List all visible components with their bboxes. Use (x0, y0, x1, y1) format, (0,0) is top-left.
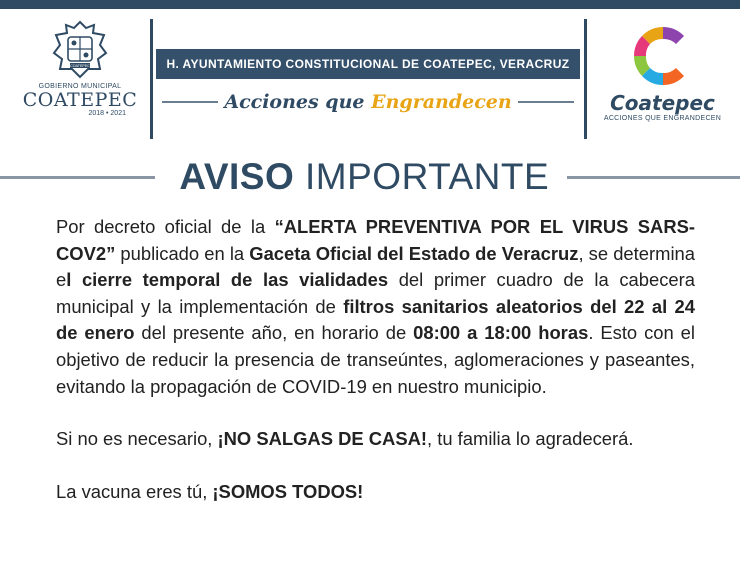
p3-text-1: La vacuna eres tú, (56, 480, 213, 502)
slogan-row (156, 86, 580, 118)
brand-name: Coatepec (610, 91, 715, 115)
p2-text-1: Si no es necesario, (56, 428, 218, 450)
slogan-part1: Acciones que (224, 91, 372, 113)
p1-bold-cierre: l cierre temporal de las vialidades (66, 269, 389, 291)
divider-left (150, 19, 153, 139)
p1-bold-alert: “ALERTA PREVENTIVA POR EL VIRUS SARS-COV2” (56, 216, 696, 264)
p1-text-2: publicado en la (115, 242, 250, 264)
p1-text-4: del primer cuadro de la cabecera municipal y la implementación de (56, 269, 695, 317)
municipal-name: COATEPEC (22, 89, 138, 111)
p1-bold-horario: 08:00 a 18:00 horas (413, 322, 589, 344)
page-title (179, 156, 549, 198)
title-regular: IMPORTANTE (294, 156, 550, 197)
p1-bold-filtros: filtros sanitarios aleatorios del 22 al 24 de enero (56, 295, 695, 344)
municipal-years: 2018 • 2021 (88, 110, 126, 117)
p1-text-1: Por decreto oficial de la (56, 216, 275, 237)
title-rule-right (567, 176, 740, 179)
top-bar (0, 0, 740, 9)
municipal-label: GOBIERNO MUNICIPAL (38, 83, 122, 90)
p1-bold-gaceta: Gaceta Oficial del Estado de Veracruz (249, 242, 579, 264)
coat-of-arms-icon (48, 19, 112, 81)
divider-right (584, 19, 587, 139)
title-row (0, 152, 740, 202)
institution-band: H. AYUNTAMIENTO CONSTITUCIONAL DE COATEPEC, VERACRUZ (156, 49, 580, 79)
spacer (56, 400, 695, 426)
p1-text-6: . Esto con el objetivo de reducir la presencia de transeúntes, aglomeraciones y paseantes, evitando la propagación de COVID-19 en nuestro municipio. (56, 322, 695, 397)
header (0, 9, 740, 134)
spacer (56, 453, 695, 479)
p1-text-3: , se determina e (56, 242, 695, 291)
brand-subtitle: ACCIONES QUE ENGRANDECEN (603, 115, 722, 122)
notice-body (56, 214, 695, 505)
paragraph-decree (56, 214, 695, 400)
paragraph-vaccine (56, 479, 695, 506)
paragraph-stay-home (56, 426, 695, 453)
coatepec-brand-logo (595, 23, 730, 138)
shield-text: COATEPEC (70, 64, 90, 69)
colorful-c-icon (628, 23, 698, 89)
p2-text-2: , tu familia lo agradecerá. (427, 428, 634, 450)
title-rule-left (0, 176, 155, 179)
title-bold: AVISO (179, 156, 295, 197)
p1-text-5: del presente año, en horario de (134, 322, 414, 344)
slogan (224, 91, 511, 113)
municipal-logo (20, 19, 140, 134)
slogan-part2: Engrandecen (371, 91, 512, 113)
slogan-rule-left (162, 101, 218, 103)
slogan-rule-right (518, 101, 574, 103)
p2-bold: ¡NO SALGAS DE CASA! (217, 428, 427, 450)
p3-bold: ¡SOMOS TODOS! (212, 480, 364, 502)
